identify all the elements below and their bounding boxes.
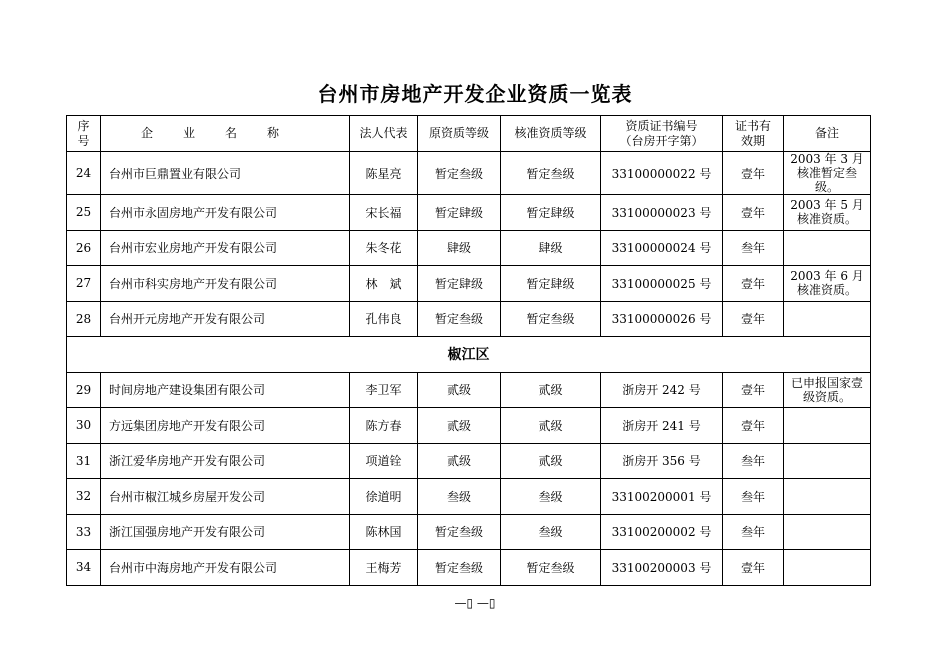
table-row [67, 408, 871, 444]
cell-validity: 壹年 [723, 266, 784, 302]
cell-original-grade: 暂定叁级 [418, 514, 501, 550]
cell-company-name: 台州市中海房地产开发有限公司 [101, 550, 350, 586]
cell-approved-grade: 叁级 [501, 514, 601, 550]
cell-cert-number: 33100200001 号 [601, 479, 723, 515]
cell-original-grade: 贰级 [418, 408, 501, 444]
table-row [67, 266, 871, 302]
cell-cert-number: 33100000024 号 [601, 230, 723, 266]
district-row [67, 337, 871, 373]
cell-approved-grade: 肆级 [501, 230, 601, 266]
cell-cert-number: 33100000026 号 [601, 301, 723, 337]
cell-legal-rep: 陈林国 [350, 514, 418, 550]
header-original-grade: 原资质等级 [418, 116, 501, 152]
table-row [67, 514, 871, 550]
cell-cert-number: 浙房开 241 号 [601, 408, 723, 444]
cell-cert-number: 浙房开 242 号 [601, 372, 723, 408]
cell-approved-grade: 贰级 [501, 372, 601, 408]
cell-note [784, 408, 871, 444]
header-legal-rep: 法人代表 [350, 116, 418, 152]
cell-note: 2003 年 5 月核准资质。 [784, 195, 871, 231]
cell-legal-rep: 陈星亮 [350, 152, 418, 195]
cell-legal-rep: 孔伟良 [350, 301, 418, 337]
table-row [67, 230, 871, 266]
cell-seq: 27 [67, 266, 101, 302]
cell-validity: 壹年 [723, 152, 784, 195]
cell-legal-rep: 王梅芳 [350, 550, 418, 586]
cell-approved-grade: 暂定肆级 [501, 195, 601, 231]
cell-note [784, 550, 871, 586]
cell-seq: 32 [67, 479, 101, 515]
cell-company-name: 台州开元房地产开发有限公司 [101, 301, 350, 337]
table-row [67, 301, 871, 337]
cell-company-name: 台州市科实房地产开发有限公司 [101, 266, 350, 302]
header-seq: 序 号 [67, 116, 101, 152]
cell-seq: 28 [67, 301, 101, 337]
cell-approved-grade: 暂定叁级 [501, 301, 601, 337]
cell-note [784, 514, 871, 550]
header-company-name: 企业名称 [101, 116, 350, 152]
header-note: 备注 [784, 116, 871, 152]
cell-company-name: 时间房地产建设集团有限公司 [101, 372, 350, 408]
cell-cert-number: 33100000022 号 [601, 152, 723, 195]
cell-original-grade: 暂定肆级 [418, 195, 501, 231]
cell-seq: 31 [67, 443, 101, 479]
cell-approved-grade: 暂定肆级 [501, 266, 601, 302]
district-label: 椒江区 [67, 337, 871, 373]
cell-original-grade: 暂定叁级 [418, 152, 501, 195]
cell-company-name: 浙江国强房地产开发有限公司 [101, 514, 350, 550]
cell-validity: 叁年 [723, 443, 784, 479]
cell-legal-rep: 项道铨 [350, 443, 418, 479]
cell-validity: 叁年 [723, 230, 784, 266]
cell-note [784, 230, 871, 266]
page-title: 台州市房地产开发企业资质一览表 [317, 82, 633, 106]
cell-cert-number: 33100200003 号 [601, 550, 723, 586]
cell-company-name: 台州市永固房地产开发有限公司 [101, 195, 350, 231]
cell-approved-grade: 暂定叁级 [501, 550, 601, 586]
cell-original-grade: 贰级 [418, 443, 501, 479]
header-approved-grade: 核准资质等级 [501, 116, 601, 152]
table-header-row [67, 116, 871, 152]
cell-validity: 叁年 [723, 514, 784, 550]
cell-seq: 24 [67, 152, 101, 195]
cell-company-name: 台州市巨鼎置业有限公司 [101, 152, 350, 195]
cell-seq: 29 [67, 372, 101, 408]
cell-cert-number: 33100200002 号 [601, 514, 723, 550]
table-row [67, 479, 871, 515]
cell-note: 2003 年 6 月核准资质。 [784, 266, 871, 302]
cell-approved-grade: 叁级 [501, 479, 601, 515]
cell-note: 已申报国家壹级资质。 [784, 372, 871, 408]
cell-validity: 壹年 [723, 408, 784, 444]
cell-validity: 壹年 [723, 195, 784, 231]
cell-validity: 壹年 [723, 301, 784, 337]
cell-legal-rep: 李卫军 [350, 372, 418, 408]
table-row [67, 152, 871, 195]
cell-validity: 壹年 [723, 372, 784, 408]
page-footer: —▯ —▯ [454, 596, 496, 610]
cell-seq: 34 [67, 550, 101, 586]
cell-validity: 叁年 [723, 479, 784, 515]
cell-company-name: 台州市椒江城乡房屋开发公司 [101, 479, 350, 515]
cell-legal-rep: 宋长福 [350, 195, 418, 231]
cell-approved-grade: 贰级 [501, 443, 601, 479]
cell-approved-grade: 暂定叁级 [501, 152, 601, 195]
table-row [67, 550, 871, 586]
cell-legal-rep: 徐道明 [350, 479, 418, 515]
cell-cert-number: 浙房开 356 号 [601, 443, 723, 479]
header-cert-number: 资质证书编号 （台房开字第） [601, 116, 723, 152]
cell-seq: 33 [67, 514, 101, 550]
qualification-table [66, 115, 871, 586]
cell-cert-number: 33100000025 号 [601, 266, 723, 302]
cell-company-name: 浙江爱华房地产开发有限公司 [101, 443, 350, 479]
cell-note [784, 301, 871, 337]
cell-seq: 30 [67, 408, 101, 444]
cell-original-grade: 暂定叁级 [418, 301, 501, 337]
cell-note: 2003 年 3 月核准暂定叁级。 [784, 152, 871, 195]
cell-cert-number: 33100000023 号 [601, 195, 723, 231]
cell-original-grade: 肆级 [418, 230, 501, 266]
cell-legal-rep: 林 斌 [350, 266, 418, 302]
cell-company-name: 台州市宏业房地产开发有限公司 [101, 230, 350, 266]
cell-seq: 25 [67, 195, 101, 231]
header-validity: 证书有 效期 [723, 116, 784, 152]
cell-note [784, 479, 871, 515]
table-row [67, 443, 871, 479]
cell-original-grade: 叁级 [418, 479, 501, 515]
cell-legal-rep: 朱冬花 [350, 230, 418, 266]
cell-original-grade: 暂定肆级 [418, 266, 501, 302]
cell-note [784, 443, 871, 479]
cell-original-grade: 暂定叁级 [418, 550, 501, 586]
cell-company-name: 方远集团房地产开发有限公司 [101, 408, 350, 444]
cell-legal-rep: 陈方春 [350, 408, 418, 444]
cell-validity: 壹年 [723, 550, 784, 586]
cell-original-grade: 贰级 [418, 372, 501, 408]
table-row [67, 195, 871, 231]
cell-seq: 26 [67, 230, 101, 266]
table-row [67, 372, 871, 408]
cell-approved-grade: 贰级 [501, 408, 601, 444]
